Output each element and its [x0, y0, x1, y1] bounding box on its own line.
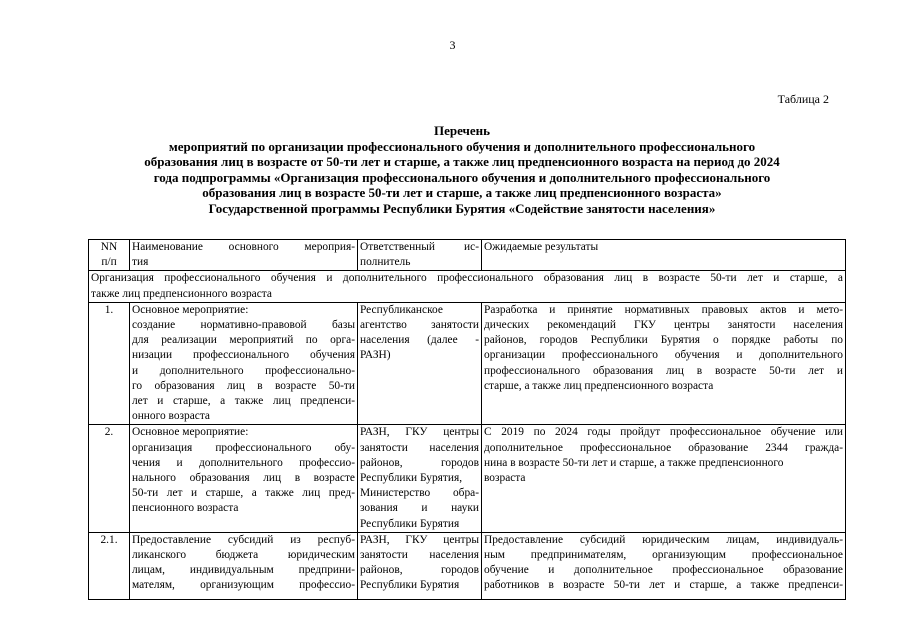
header-text: тия	[132, 256, 149, 269]
header-results	[482, 240, 846, 271]
cell-text: Республиканское	[360, 303, 443, 316]
heading-line: образования лиц в возрасте от 50-ти лет и старше, а также лиц предпенсионного возраста на период до 2024	[144, 154, 780, 170]
table-row	[89, 425, 846, 532]
cell-text: создание нормативно-правовой базы	[132, 319, 355, 332]
header-responsible	[358, 240, 482, 271]
section-text: также лиц предпенсионного возраста	[91, 287, 272, 300]
cell-text: Республики Бурятия	[360, 517, 460, 530]
cell-text: чения и дополнительного профессио-	[132, 456, 355, 469]
cell-text: мателям, организующим профессио-	[132, 579, 355, 592]
section-row	[89, 271, 846, 302]
row-responsible	[358, 425, 482, 532]
heading-line: образования лиц в возрасте 50-ти лет и старше, а также лиц предпенсионного возраста»	[202, 185, 722, 201]
cell-text: 2.1.	[100, 533, 118, 546]
row-name	[130, 302, 358, 425]
cell-text: Основное мероприятие:	[132, 303, 249, 316]
heading-line: мероприятий по организации профессионального обучения и дополнительного профессионального	[168, 138, 756, 154]
cell-text: ликанского бюджета юридическим	[132, 549, 355, 562]
cell-text: дополнительное профессиональное образование 2344 гражда-	[484, 441, 843, 454]
heading-line: Государственной программы Республики Бурятия «Содействие занятости населения»	[208, 200, 716, 216]
heading-line: Перечень	[433, 123, 491, 138]
cell-text: РАЗН, ГКУ центры	[360, 533, 479, 546]
page-number: 3	[449, 38, 456, 52]
cell-text: Министерство обра-	[360, 487, 479, 500]
cell-text: и дополнительного профессионально-	[132, 364, 355, 377]
cell-text: лет и старше, а также лиц предпенси-	[132, 395, 355, 408]
table-row	[89, 302, 846, 425]
row-num	[89, 302, 130, 425]
cell-text: занятости населения	[360, 549, 479, 562]
cell-text: Разработка и принятие нормативных правовых актов и мето-	[484, 303, 843, 316]
cell-text: Предоставление субсидий юридическим лицам, индивидуаль-	[484, 533, 843, 546]
cell-text: профессионального образования лиц в возрасте 50-ти лет и	[484, 364, 843, 377]
cell-text: Основное мероприятие:	[132, 426, 249, 439]
cell-text: зования и науки	[360, 502, 479, 515]
cell-text: РАЗН, ГКУ центры	[360, 426, 479, 439]
header-name	[130, 240, 358, 271]
cell-text: низации профессионального обучения	[132, 349, 355, 362]
row-num	[89, 532, 130, 599]
header-text: Ожидаемые результаты	[484, 241, 599, 253]
cell-text: районов, городов	[360, 564, 479, 577]
cell-text: 50-ти лет и старше, а также лиц пред-	[132, 487, 355, 500]
measures-table	[88, 239, 846, 600]
row-results	[482, 532, 846, 599]
cell-text: для реализации мероприятий по орга-	[132, 334, 355, 347]
row-num	[89, 425, 130, 532]
header-text: п/п	[101, 256, 117, 269]
header-text: Наименование основного мероприя-	[132, 241, 355, 253]
cell-text: го образования лиц в возрасте 50-ти	[132, 379, 355, 392]
section-text: Организация профессионального обучения и дополнительного профессионального образования лиц в возрасте 50-ти лет и старше, а	[91, 272, 843, 285]
cell-text: Республики Бурятия,	[360, 472, 463, 485]
cell-text: районов, городов Республики Бурятия о порядке работы по	[484, 334, 843, 347]
document-heading	[84, 123, 840, 217]
cell-text: ным предпринимателям, организующим профессиональное	[484, 549, 843, 562]
cell-text: дических рекомендаций ГКУ центры занятости населения	[484, 319, 843, 332]
header-text: полнитель	[360, 256, 411, 269]
table-row	[89, 532, 846, 599]
cell-text: работников в возрасте 50-ти лет и старше, а также предпенси-	[484, 579, 843, 592]
cell-text: нина в возрасте 50-ти лет и старше, а также предпенсионного	[484, 456, 784, 469]
header-text: NN	[100, 241, 118, 253]
cell-text: 2.	[104, 426, 114, 439]
row-responsible	[358, 532, 482, 599]
section-cell	[89, 271, 846, 302]
cell-text: онного возраста	[132, 410, 210, 423]
cell-text: обучение и дополнительное профессиональное образование	[484, 564, 843, 577]
cell-text: лицам, индивидуальным предприни-	[132, 564, 355, 577]
cell-text: С 2019 по 2024 годы пройдут профессиональное обучение или	[484, 426, 843, 439]
cell-text: населения (далее -	[360, 334, 479, 347]
cell-text: старше, а также лиц предпенсионного возраста	[484, 379, 714, 392]
cell-text: занятости населения	[360, 441, 479, 454]
cell-text: РАЗН)	[360, 349, 391, 362]
row-name	[130, 532, 358, 599]
cell-text: возраста	[484, 472, 526, 485]
row-results	[482, 302, 846, 425]
row-results	[482, 425, 846, 532]
cell-text: агентство занятости	[360, 319, 479, 332]
cell-text: организация профессионального обу-	[132, 441, 355, 454]
cell-text: 1.	[104, 303, 114, 316]
cell-text: организации профессионального обучения и дополнительного	[484, 349, 843, 362]
cell-text: Республики Бурятия	[360, 579, 460, 592]
table-header-row	[89, 240, 846, 271]
cell-text: пенсионного возраста	[132, 502, 239, 515]
row-name	[130, 425, 358, 532]
header-num	[89, 240, 130, 271]
cell-text: Предоставление субсидий из респуб-	[132, 533, 355, 546]
heading-line: года подпрограммы «Организация профессионального обучения и дополнительного профессионального	[153, 169, 771, 185]
table-label: Таблица 2	[777, 92, 829, 106]
row-responsible	[358, 302, 482, 425]
cell-text: районов, городов	[360, 456, 479, 469]
cell-text: нального образования лиц в возрасте	[132, 472, 355, 485]
header-text: Ответственный ис-	[360, 241, 479, 253]
